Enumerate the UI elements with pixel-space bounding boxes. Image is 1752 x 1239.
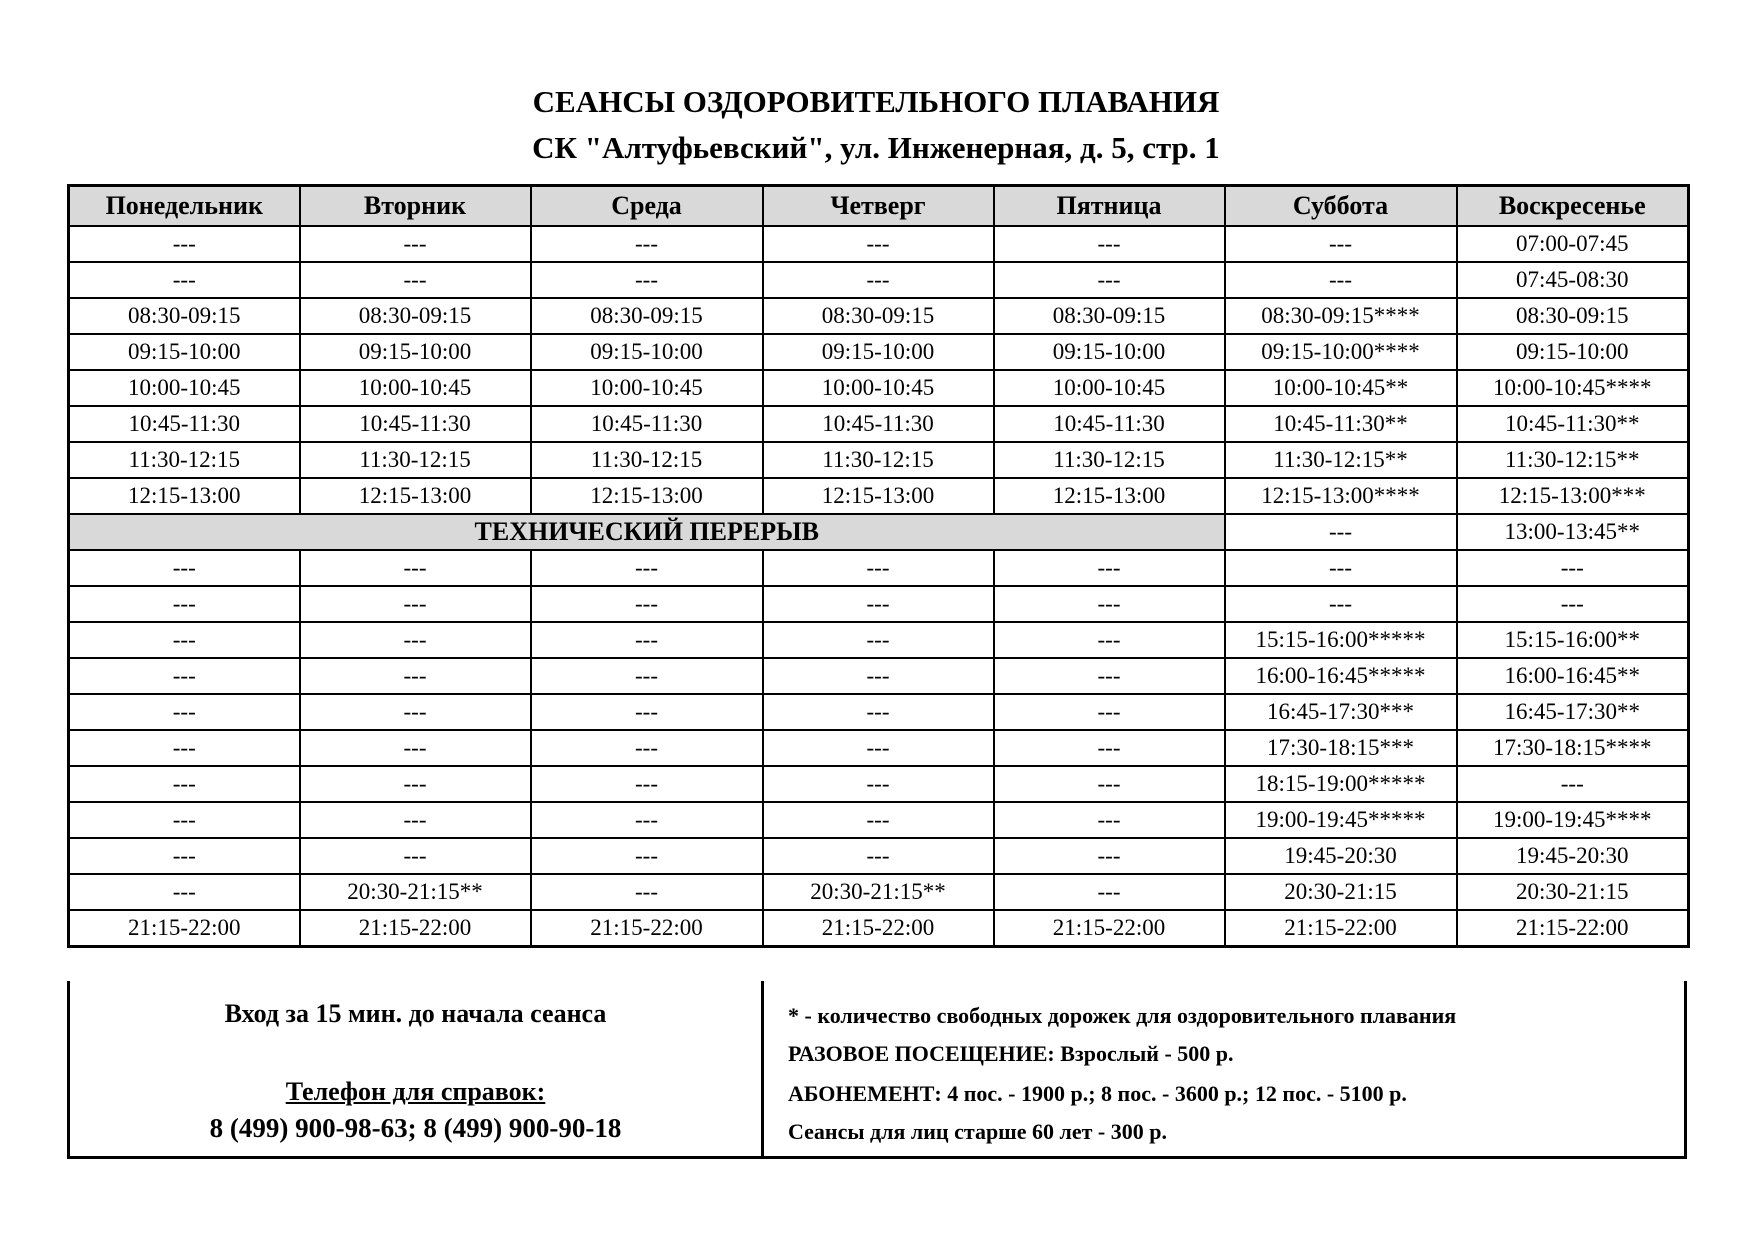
session-cell: 10:45-11:30 [300,406,531,442]
schedule-body [69,226,1689,947]
session-cell: 16:45-17:30** [1457,694,1689,730]
session-cell: --- [763,730,994,766]
session-cell: 12:15-13:00 [763,478,994,514]
session-cell: 21:15-22:00 [69,910,300,947]
session-cell: --- [763,694,994,730]
session-cell: 09:15-10:00 [69,334,300,370]
session-cell: 10:45-11:30 [763,406,994,442]
table-row [69,694,1689,730]
session-cell: --- [300,730,531,766]
session-cell: --- [531,766,763,802]
session-cell: --- [531,622,763,658]
session-cell: 11:30-12:15 [300,442,531,478]
session-cell: --- [531,550,763,586]
session-cell: 20:30-21:15 [1457,874,1689,910]
session-cell: --- [69,226,300,262]
table-row [69,622,1689,658]
footer-notes [764,981,1684,1156]
note-seniors: Сеансы для лиц старше 60 лет - 300 р. [788,1119,1167,1144]
session-cell: --- [763,658,994,694]
session-cell: 08:30-09:15 [1457,298,1689,334]
session-cell: 11:30-12:15 [763,442,994,478]
session-cell: --- [531,874,763,910]
session-cell: 10:00-10:45** [1225,370,1457,406]
session-cell: --- [994,874,1225,910]
session-cell: --- [69,550,300,586]
session-cell: --- [1225,550,1457,586]
session-cell: --- [994,262,1225,298]
session-cell: --- [300,226,531,262]
session-cell: 12:15-13:00**** [1225,478,1457,514]
session-cell: --- [69,658,300,694]
schedule-table [67,184,1690,948]
session-cell: 07:45-08:30 [1457,262,1689,298]
session-cell: --- [531,838,763,874]
session-cell: --- [69,766,300,802]
session-cell: 09:15-10:00 [531,334,763,370]
session-cell: --- [763,226,994,262]
session-cell: 09:15-10:00 [994,334,1225,370]
session-cell: --- [994,658,1225,694]
session-cell: 10:45-11:30 [531,406,763,442]
session-cell: 09:15-10:00 [763,334,994,370]
session-cell: 15:15-16:00***** [1225,622,1457,658]
session-cell: --- [1225,586,1457,622]
session-cell: 11:30-12:15 [994,442,1225,478]
session-cell: 08:30-09:15 [69,298,300,334]
session-cell: 21:15-22:00 [763,910,994,947]
table-row [69,910,1689,947]
day-header: Понедельник [69,186,300,227]
session-cell: --- [300,550,531,586]
session-cell: --- [300,802,531,838]
note-single-visit: РАЗОВОЕ ПОСЕЩЕНИЕ: Взрослый - 500 р. [788,1041,1234,1066]
session-cell: 10:00-10:45 [69,370,300,406]
footer-info [70,981,764,1156]
table-row [69,226,1689,262]
technical-break-label: ТЕХНИЧЕСКИЙ ПЕРЕРЫВ [69,514,1225,550]
session-cell: --- [300,766,531,802]
session-cell: --- [1225,262,1457,298]
day-header: Воскресенье [1457,186,1689,227]
session-cell: --- [531,730,763,766]
note-lanes: * - количество свободных дорожек для оздоровительного плавания [788,1003,1457,1028]
session-cell: 09:15-10:00 [1457,334,1689,370]
session-cell: 09:15-10:00**** [1225,334,1457,370]
session-cell: 21:15-22:00 [1225,910,1457,947]
session-cell: --- [994,838,1225,874]
session-cell: 21:15-22:00 [994,910,1225,947]
session-cell: --- [69,838,300,874]
phone-numbers: 8 (499) 900-98-63; 8 (499) 900-90-18 [209,1113,622,1143]
session-cell: --- [69,622,300,658]
session-cell: 10:00-10:45 [763,370,994,406]
session-cell: --- [763,802,994,838]
session-cell: 10:45-11:30** [1457,406,1689,442]
session-cell: 16:00-16:45***** [1225,658,1457,694]
session-cell: --- [300,622,531,658]
session-cell: --- [300,658,531,694]
session-cell: --- [1457,766,1689,802]
session-cell: 17:30-18:15*** [1225,730,1457,766]
note-subscription: АБОНЕМЕНТ: 4 пос. - 1900 р.; 8 пос. - 3600 р.; 12 пос. - 5100 р. [788,1081,1407,1106]
session-cell: 18:15-19:00***** [1225,766,1457,802]
session-cell: 20:30-21:15 [1225,874,1457,910]
session-cell: 13:00-13:45** [1457,514,1689,550]
session-cell: 07:00-07:45 [1457,226,1689,262]
session-cell: 16:45-17:30*** [1225,694,1457,730]
session-cell: 10:45-11:30 [994,406,1225,442]
session-cell: --- [994,550,1225,586]
table-row [69,298,1689,334]
technical-break-row [69,514,1689,550]
session-cell: --- [69,694,300,730]
day-header: Четверг [763,186,994,227]
session-cell: 10:00-10:45 [994,370,1225,406]
session-cell: 08:30-09:15**** [1225,298,1457,334]
session-cell: 19:00-19:45**** [1457,802,1689,838]
session-cell: 12:15-13:00 [300,478,531,514]
session-cell: --- [69,262,300,298]
page-title: СЕАНСЫ ОЗДОРОВИТЕЛЬНОГО ПЛАВАНИЯ [532,84,1220,119]
session-cell: 10:00-10:45 [531,370,763,406]
header-row [69,186,1689,227]
day-header: Пятница [994,186,1225,227]
session-cell: --- [69,802,300,838]
session-cell: 10:00-10:45 [300,370,531,406]
session-cell: 21:15-22:00 [1457,910,1689,947]
session-cell: --- [531,586,763,622]
session-cell: 08:30-09:15 [531,298,763,334]
day-header: Вторник [300,186,531,227]
session-cell: --- [763,550,994,586]
session-cell: 12:15-13:00*** [1457,478,1689,514]
session-cell: 17:30-18:15**** [1457,730,1689,766]
session-cell: --- [994,694,1225,730]
session-cell: 19:00-19:45***** [1225,802,1457,838]
session-cell: --- [531,226,763,262]
table-row [69,802,1689,838]
session-cell: --- [531,658,763,694]
table-row [69,730,1689,766]
session-cell: --- [994,622,1225,658]
table-row [69,370,1689,406]
session-cell: --- [763,262,994,298]
session-cell: 10:45-11:30 [69,406,300,442]
session-cell: --- [994,766,1225,802]
table-row [69,334,1689,370]
session-cell: 11:30-12:15** [1225,442,1457,478]
session-cell: --- [763,622,994,658]
table-row [69,658,1689,694]
session-cell: 21:15-22:00 [531,910,763,947]
session-cell: 08:30-09:15 [994,298,1225,334]
session-cell: --- [69,874,300,910]
session-cell: --- [994,226,1225,262]
day-header: Среда [531,186,763,227]
session-cell: 08:30-09:15 [300,298,531,334]
table-row [69,406,1689,442]
session-cell: --- [994,730,1225,766]
session-cell: 20:30-21:15** [300,874,531,910]
session-cell: 15:15-16:00** [1457,622,1689,658]
session-cell: 19:45-20:30 [1225,838,1457,874]
session-cell: 21:15-22:00 [300,910,531,947]
session-cell: --- [1225,514,1457,550]
session-cell: 12:15-13:00 [994,478,1225,514]
day-header: Суббота [1225,186,1457,227]
session-cell: --- [300,838,531,874]
table-row [69,550,1689,586]
session-cell: 12:15-13:00 [531,478,763,514]
table-row [69,874,1689,910]
session-cell: 12:15-13:00 [69,478,300,514]
table-row [69,262,1689,298]
session-cell: --- [1457,586,1689,622]
phone-label: Телефон для справок: [285,1077,546,1106]
session-cell: --- [531,694,763,730]
session-cell: --- [69,586,300,622]
session-cell: 20:30-21:15** [763,874,994,910]
session-cell: 16:00-16:45** [1457,658,1689,694]
session-cell: --- [300,586,531,622]
session-cell: --- [763,586,994,622]
session-cell: 08:30-09:15 [763,298,994,334]
table-row [69,586,1689,622]
session-cell: --- [994,802,1225,838]
session-cell: --- [531,802,763,838]
session-cell: --- [1225,226,1457,262]
table-row [69,478,1689,514]
session-cell: --- [994,586,1225,622]
session-cell: 10:00-10:45**** [1457,370,1689,406]
session-cell: --- [531,262,763,298]
entry-note: Вход за 15 мин. до начала сеанса [224,999,607,1028]
session-cell: 09:15-10:00 [300,334,531,370]
session-cell: --- [300,262,531,298]
page-subtitle: СК "Алтуфьевский", ул. Инженерная, д. 5, стр. 1 [532,130,1220,165]
session-cell: 11:30-12:15 [69,442,300,478]
session-cell: 19:45-20:30 [1457,838,1689,874]
table-row [69,766,1689,802]
footer [67,981,1687,1159]
session-cell: --- [300,694,531,730]
session-cell: 11:30-12:15** [1457,442,1689,478]
session-cell: --- [763,838,994,874]
table-row [69,838,1689,874]
session-cell: --- [1457,550,1689,586]
session-cell: 11:30-12:15 [531,442,763,478]
session-cell: 10:45-11:30** [1225,406,1457,442]
table-row [69,442,1689,478]
session-cell: --- [763,766,994,802]
session-cell: --- [69,730,300,766]
